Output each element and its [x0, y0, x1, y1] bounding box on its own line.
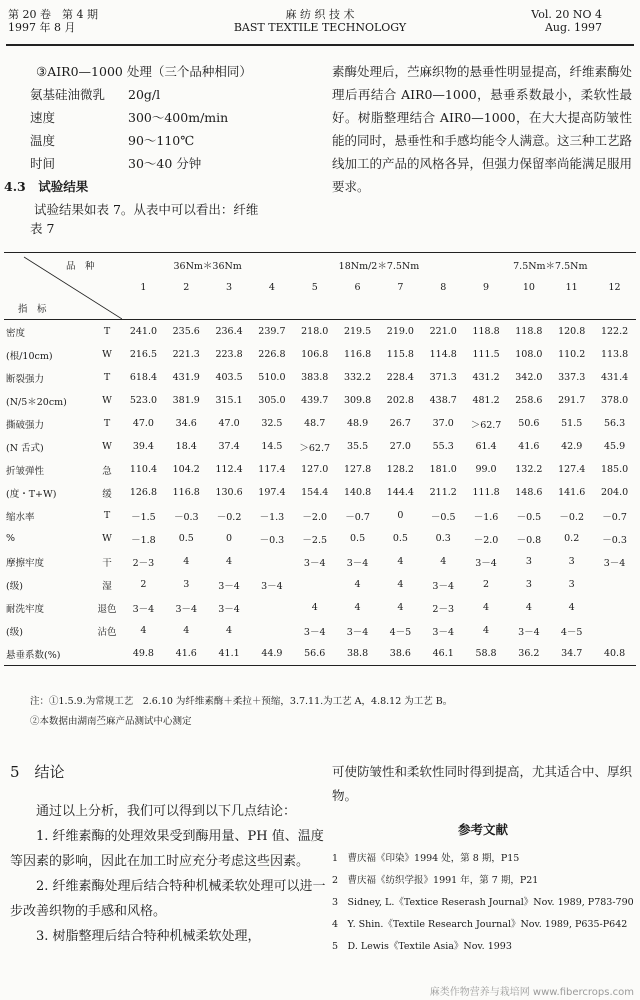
- table-cell: 218.0: [301, 326, 329, 337]
- row-sublabel: [92, 642, 122, 666]
- table-cell: 3－4: [303, 626, 326, 638]
- table-cell: 221.3: [172, 349, 200, 360]
- right-paragraph: 素酶处理后，苎麻织物的悬垂性明显提高，纤维素酶处理后再结合 AIR0—1000，悬垂系数最小，柔软性最好。树脂整理结合 AIR0—1000，在大大提高防皱性能的同时，悬垂性和手感均能令人满意。这三种工艺路线加工的产品的风格各异，但强力保留率尚能满足服用要求。: [332, 64, 633, 194]
- table-cell: 3: [568, 579, 575, 590]
- table-cell: 371.3: [429, 372, 457, 383]
- corner-bottom-label: 指 标: [18, 304, 47, 315]
- table-row: [4, 573, 636, 596]
- table-cell: 42.9: [561, 441, 583, 452]
- right-column: [332, 60, 632, 198]
- row-label: 密度: [6, 327, 26, 339]
- table-cell: 141.6: [558, 487, 586, 498]
- table-cell: －0.2: [216, 511, 242, 523]
- table-cell: 3－4: [432, 626, 454, 638]
- table-cell: 104.2: [172, 464, 200, 475]
- table-cell: 120.8: [558, 326, 586, 337]
- table-cell: 0.3: [435, 533, 451, 544]
- table-cell: 4－5: [560, 626, 583, 638]
- table-cell: 3－4: [261, 580, 283, 592]
- row-label: 悬垂系数(%): [4, 642, 92, 666]
- table-cell: 115.8: [386, 349, 414, 360]
- table-row: [4, 550, 636, 573]
- table-row: [4, 343, 636, 366]
- table-cell: 111.8: [472, 487, 500, 498]
- table-cell: 481.2: [472, 395, 500, 406]
- date-cn: 1997 年 8 月: [8, 21, 76, 34]
- table-cell: 510.0: [258, 372, 286, 383]
- table-cell: 3－4: [346, 557, 369, 569]
- table-cell: 0: [397, 510, 404, 521]
- table-cell: 111.5: [472, 349, 500, 360]
- table-cell: 148.6: [515, 487, 543, 498]
- row-label: (度・T+W): [6, 488, 57, 500]
- table-cell: 3: [525, 556, 532, 567]
- table-cell: 618.4: [129, 372, 158, 383]
- journal-name-cn: 麻 纺 织 技 术: [285, 8, 355, 21]
- table-cell: 140.8: [343, 487, 372, 498]
- header-rule: [6, 44, 634, 46]
- table-cell: 439.7: [301, 395, 329, 406]
- table-cell: 431.9: [172, 372, 200, 383]
- table-cell: 0: [226, 533, 233, 544]
- table-cell: 4: [311, 602, 318, 613]
- table-cell: －2.5: [302, 534, 328, 546]
- table-cell: 2－3: [432, 603, 454, 615]
- table-cell: 41.1: [208, 642, 251, 666]
- table-cell: 37.4: [218, 441, 240, 452]
- column-number: 5: [311, 282, 318, 293]
- param-value: 30～40 分钟: [128, 156, 202, 171]
- table-cell: 383.8: [301, 372, 329, 383]
- reference-5: 5 D. Lewis《Textile Asia》Nov. 1993: [332, 941, 512, 952]
- table-cell: 32.5: [261, 418, 283, 429]
- row-label: (级): [6, 580, 23, 592]
- table-cell: 197.4: [258, 487, 286, 498]
- table-cell: 3－4: [432, 580, 454, 592]
- table-cell: 204.0: [600, 487, 629, 498]
- table-cell: 116.8: [172, 487, 200, 498]
- table-cell: 3: [183, 579, 190, 590]
- table-cell: 4: [397, 602, 404, 613]
- table-cell: 4: [226, 556, 233, 567]
- table-row: [4, 320, 636, 344]
- table-cell: 61.4: [475, 441, 497, 452]
- table-cell: 221.0: [429, 326, 457, 337]
- row-label: (级): [6, 626, 23, 638]
- table-cell: 223.8: [215, 349, 243, 360]
- param-key: 速度: [30, 110, 56, 125]
- table-cell: －0.5: [430, 511, 456, 523]
- table-cell: 0.2: [564, 533, 580, 544]
- table-row: [4, 435, 636, 458]
- table-cell: 49.8: [122, 642, 165, 666]
- column-number: 4: [268, 282, 275, 293]
- table-cell: 56.3: [603, 418, 626, 429]
- table-cell: 3－4: [132, 603, 155, 615]
- table-cell: 431.2: [472, 372, 500, 383]
- row-label: 断裂强力: [6, 373, 45, 385]
- table-cell: 36.2: [507, 642, 550, 666]
- row-label: (根/10cm): [6, 350, 53, 362]
- table-cell: －0.8: [516, 534, 542, 546]
- table-cell: 58.8: [465, 642, 508, 666]
- table-cell: 211.2: [429, 487, 457, 498]
- table-cell: －0.7: [345, 511, 370, 523]
- table-cell: 27.0: [389, 441, 411, 452]
- table-cell: 154.4: [301, 487, 329, 498]
- note-1: 注：①1.5.9.为常规工艺 2.6.10 为纤维素酶＋柔拉＋预缩，3.7.11.为工艺 A，4.8.12 为工艺 B。: [30, 696, 453, 707]
- conclusion-para-0: 通过以上分析，我们可以得到以下几点结论：: [36, 804, 297, 819]
- table-cell: 431.4: [600, 372, 629, 383]
- param-value: 20g/l: [128, 87, 161, 102]
- table-cell: 3－4: [218, 580, 240, 592]
- table-cell: 47.0: [132, 418, 154, 429]
- table-row: [4, 458, 636, 481]
- table-label: 表 7: [30, 221, 55, 236]
- table-cell: 116.8: [343, 349, 372, 360]
- table-cell: ＞62.7: [299, 442, 331, 454]
- volume-en: Vol. 20 NO 4: [531, 8, 602, 21]
- column-number: 8: [440, 282, 447, 293]
- column-number: 10: [522, 282, 535, 293]
- note-2: ②本数据由湖南苎麻产品测试中心测定: [30, 716, 192, 727]
- reference-1: 1 曹庆福《印染》1994 处，第 8 期，P15: [332, 853, 520, 864]
- table-cell: 332.2: [343, 372, 372, 383]
- table-cell: 4: [226, 625, 233, 636]
- param-value: 300～400m/min: [128, 110, 229, 125]
- table-cell: 309.8: [343, 395, 372, 406]
- table-cell: 4: [183, 556, 190, 567]
- table-cell: 4: [140, 625, 147, 636]
- group-header-1: 36Nm＊36Nm: [122, 253, 293, 277]
- table-cell: 4: [568, 602, 575, 613]
- table-cell: 34.7: [550, 642, 593, 666]
- table-cell: 47.0: [218, 418, 240, 429]
- table-cell: 3－4: [346, 626, 369, 638]
- table-cell: 130.6: [215, 487, 243, 498]
- row-sublabel: 干: [102, 557, 112, 569]
- table-cell: 110.2: [558, 349, 586, 360]
- table-cell: 315.1: [215, 395, 243, 406]
- table-cell: 34.6: [175, 418, 197, 429]
- table-cell: 3－4: [603, 557, 626, 569]
- table-cell: －0.3: [602, 534, 627, 546]
- table-cell: 378.0: [600, 395, 629, 406]
- table-cell: －1.6: [473, 511, 499, 523]
- conclusion-para-2: 2. 纤维素酶处理后结合特种机械柔软处理可以进一步改善织物的手感和风格。: [10, 879, 326, 919]
- row-sublabel: 湿: [102, 580, 112, 592]
- table-cell: 18.4: [175, 441, 197, 452]
- table-cell: 50.6: [518, 418, 540, 429]
- table-cell: 3－4: [303, 557, 326, 569]
- table-cell: 523.0: [129, 395, 158, 406]
- row-label: 摩擦牢度: [6, 557, 45, 569]
- column-number: 6: [354, 282, 361, 293]
- watermark: 麻类作物营养与栽培网 www.fibercrops.com: [429, 987, 634, 998]
- table-cell: 228.4: [386, 372, 414, 383]
- table-cell: 219.0: [386, 326, 414, 337]
- table-cell: [593, 596, 636, 619]
- table-cell: －2.0: [473, 534, 499, 546]
- table-cell: 35.5: [346, 441, 369, 452]
- row-sublabel: 退色: [97, 603, 117, 615]
- left-column: [4, 60, 330, 240]
- row-sublabel: T: [103, 510, 111, 521]
- row-label: (N/5＊20cm): [6, 396, 67, 408]
- param-key: 温度: [30, 133, 56, 148]
- table-cell: 127.4: [558, 464, 586, 475]
- table-cell: 118.8: [515, 326, 543, 337]
- table-row: [4, 412, 636, 435]
- table-cell: 4: [483, 625, 490, 636]
- data-table: [4, 252, 636, 666]
- table-cell: 4: [354, 579, 361, 590]
- param-row: [30, 129, 330, 152]
- table-cell: 337.3: [558, 372, 586, 383]
- table-cell: －0.3: [173, 511, 199, 523]
- table-cell: 3－4: [518, 626, 540, 638]
- table-cell: 2－3: [132, 557, 155, 569]
- table-cell: 2: [140, 579, 147, 590]
- row-label: (N 舌式): [6, 442, 44, 454]
- table-cell: 110.4: [129, 464, 158, 475]
- table-cell: 236.4: [215, 326, 243, 337]
- table-cell: 3－4: [175, 603, 198, 615]
- table-cell: [250, 596, 293, 619]
- table-cell: 0.5: [178, 533, 194, 544]
- row-label: 撕破强力: [6, 419, 45, 431]
- table-cell: 113.8: [600, 349, 629, 360]
- table-cell: 3－4: [218, 603, 240, 615]
- table-cell: 14.5: [261, 441, 283, 452]
- table-cell: 122.2: [600, 326, 629, 337]
- param-value: 90～110℃: [128, 133, 195, 148]
- table-cell: 48.7: [304, 418, 326, 429]
- column-number: 1: [140, 282, 147, 293]
- table-cell: 41.6: [518, 441, 540, 452]
- table-cell: －0.7: [602, 511, 627, 523]
- table-cell: 4: [183, 625, 190, 636]
- table-cell: 305.0: [258, 395, 286, 406]
- corner-top-label: 品 种: [66, 261, 95, 272]
- table-cell: 3: [525, 579, 532, 590]
- table-cell: 381.9: [172, 395, 200, 406]
- table-cell: 4: [354, 602, 361, 613]
- table-cell: 2: [483, 579, 490, 590]
- table-cell: 3－4: [475, 557, 497, 569]
- table-cell: 106.8: [301, 349, 329, 360]
- table-cell: 235.6: [172, 326, 200, 337]
- table-notes: [30, 692, 630, 732]
- volume-cn: 第 20 卷 第 4 期: [8, 8, 98, 21]
- table-cell: 202.8: [386, 395, 414, 406]
- table-cell: 4: [525, 602, 532, 613]
- table-cell: －0.5: [516, 511, 542, 523]
- table-row: [4, 527, 636, 550]
- table-cell: 4: [440, 556, 447, 567]
- table-cell: 41.6: [165, 642, 208, 666]
- table-cell: 291.7: [558, 395, 586, 406]
- table-cell: －1.3: [259, 511, 285, 523]
- table-cell: 403.5: [215, 372, 243, 383]
- table-cell: 239.7: [258, 326, 286, 337]
- row-sublabel: 缓: [102, 488, 112, 500]
- table-cell: 226.8: [258, 349, 286, 360]
- table-cell: 127.8: [343, 464, 372, 475]
- conclusion-heading: 5 结论: [10, 763, 65, 781]
- table-7: [4, 252, 636, 666]
- table-cell: －2.0: [302, 511, 328, 523]
- references-section: [332, 760, 634, 958]
- param-row: [30, 83, 330, 106]
- table-cell: 44.9: [250, 642, 293, 666]
- table-cell: 118.8: [472, 326, 500, 337]
- conclusion-continuation: 可使防皱性和柔软性同时得到提高，尤其适合中、厚织物。: [332, 764, 633, 803]
- row-sublabel: 急: [102, 465, 112, 477]
- param-key: 时间: [30, 156, 56, 171]
- table-cell: 99.0: [475, 464, 497, 475]
- table-cell: 4: [397, 556, 404, 567]
- reference-2: 2 曹庆福《纺织学报》1991 年，第 7 期，P21: [332, 875, 539, 886]
- table-cell: －1.5: [131, 511, 156, 523]
- column-number: 7: [397, 282, 404, 293]
- table-cell: [593, 573, 636, 596]
- table-cell: 127.0: [301, 464, 329, 475]
- table-cell: 0.5: [392, 533, 408, 544]
- group-header-3: 7.5Nm＊7.5Nm: [465, 253, 636, 277]
- table-row: [4, 366, 636, 389]
- table-cell: 112.4: [215, 464, 243, 475]
- column-number: 3: [226, 282, 233, 293]
- table-cell: 38.6: [379, 642, 422, 666]
- table-cell: 39.4: [132, 441, 154, 452]
- row-label: 耐洗牢度: [6, 603, 45, 615]
- table-corner: [4, 253, 122, 320]
- journal-name-en: BAST TEXTILE TECHNOLOGY: [233, 21, 407, 34]
- table-cell: 45.9: [603, 441, 626, 452]
- row-sublabel: T: [103, 372, 111, 383]
- table-cell: ＞62.7: [470, 419, 502, 431]
- table-cell: 56.6: [293, 642, 336, 666]
- table-cell: 126.8: [129, 487, 158, 498]
- table-row: [4, 504, 636, 527]
- table-cell: [250, 619, 293, 642]
- table-cell: 4: [397, 579, 404, 590]
- table-cell: 219.5: [343, 326, 372, 337]
- row-sublabel: W: [102, 349, 112, 360]
- table-cell: 3: [568, 556, 575, 567]
- row-sublabel: 沾色: [97, 626, 117, 638]
- param-key: 氨基硅油微乳: [30, 87, 106, 102]
- table-cell: [593, 619, 636, 642]
- row-label: 折皱弹性: [6, 465, 45, 477]
- header-volume-en: [531, 8, 602, 34]
- table-cell: 38.8: [336, 642, 379, 666]
- table-cell: 4－5: [389, 626, 412, 638]
- table-cell: 37.0: [432, 418, 454, 429]
- table-cell: －0.3: [259, 534, 285, 546]
- row-sublabel: W: [102, 533, 112, 544]
- references-title: 参考文献: [457, 822, 508, 837]
- conclusion-section: [10, 760, 328, 949]
- table-cell: 216.5: [129, 349, 158, 360]
- table-cell: 0.5: [350, 533, 366, 544]
- table-cell: 4: [483, 602, 490, 613]
- table-cell: 51.5: [561, 418, 583, 429]
- row-label: %: [6, 533, 16, 544]
- conclusion-para-3: 3. 树脂整理后结合特种机械柔软处理，: [36, 929, 261, 944]
- table-cell: 241.0: [129, 326, 158, 337]
- table-cell: 128.2: [386, 464, 414, 475]
- column-number: 11: [565, 282, 578, 293]
- group-header-2: 18Nm/2＊7.5Nm: [293, 253, 464, 277]
- table-row: [4, 389, 636, 412]
- section-heading: 4.3 试验结果: [4, 179, 89, 194]
- row-sublabel: W: [102, 395, 112, 406]
- table-cell: [293, 573, 336, 596]
- table-cell: 438.7: [429, 395, 457, 406]
- table-cell: 185.0: [600, 464, 629, 475]
- row-sublabel: W: [102, 441, 112, 452]
- column-number: 12: [608, 282, 621, 293]
- table-row: [4, 481, 636, 504]
- table-row: [4, 642, 636, 666]
- table-cell: 40.8: [593, 642, 636, 666]
- table-cell: [250, 550, 293, 573]
- table-cell: 342.0: [515, 372, 543, 383]
- table-cell: －1.8: [131, 534, 156, 546]
- table-row: [4, 596, 636, 619]
- param-list: [30, 83, 330, 175]
- table-cell: 26.7: [389, 418, 411, 429]
- reference-3: 3 Sidney, L.《Textice Reserash Journal》Nov. 1989, P783-790: [332, 897, 634, 908]
- row-sublabel: T: [103, 418, 111, 429]
- param-row: [30, 106, 330, 129]
- table-cell: 117.4: [258, 464, 286, 475]
- table-cell: 48.9: [346, 418, 369, 429]
- table-cell: 108.0: [515, 349, 543, 360]
- table-cell: 144.4: [386, 487, 414, 498]
- result-paragraph: 试验结果如表 7。从表中可以看出：纤维: [34, 202, 259, 217]
- table-row: [4, 619, 636, 642]
- process-title: ③AIR0—1000 处理（三个品种相同）: [36, 64, 252, 79]
- date-en: Aug. 1997: [544, 21, 602, 34]
- conclusion-para-1: 1. 纤维素酶的处理效果受到酶用量、PH 值、温度等因素的影响，因此在加工时应充分考虑这些因素。: [10, 829, 324, 869]
- row-label: 缩水率: [6, 511, 35, 523]
- table-cell: 132.2: [515, 464, 543, 475]
- table-cell: －0.2: [559, 511, 584, 523]
- table-cell: 55.3: [432, 441, 454, 452]
- column-number: 2: [183, 282, 190, 293]
- param-row: [30, 152, 330, 175]
- column-number: 9: [483, 282, 490, 293]
- row-sublabel: T: [103, 326, 111, 337]
- reference-4: 4 Y. Shin.《Textile Research Journal》Nov. 1989, P635-P642: [332, 919, 628, 930]
- table-cell: 258.6: [515, 395, 543, 406]
- table-cell: 181.0: [429, 464, 457, 475]
- table-cell: 114.8: [429, 349, 457, 360]
- table-cell: 46.1: [422, 642, 465, 666]
